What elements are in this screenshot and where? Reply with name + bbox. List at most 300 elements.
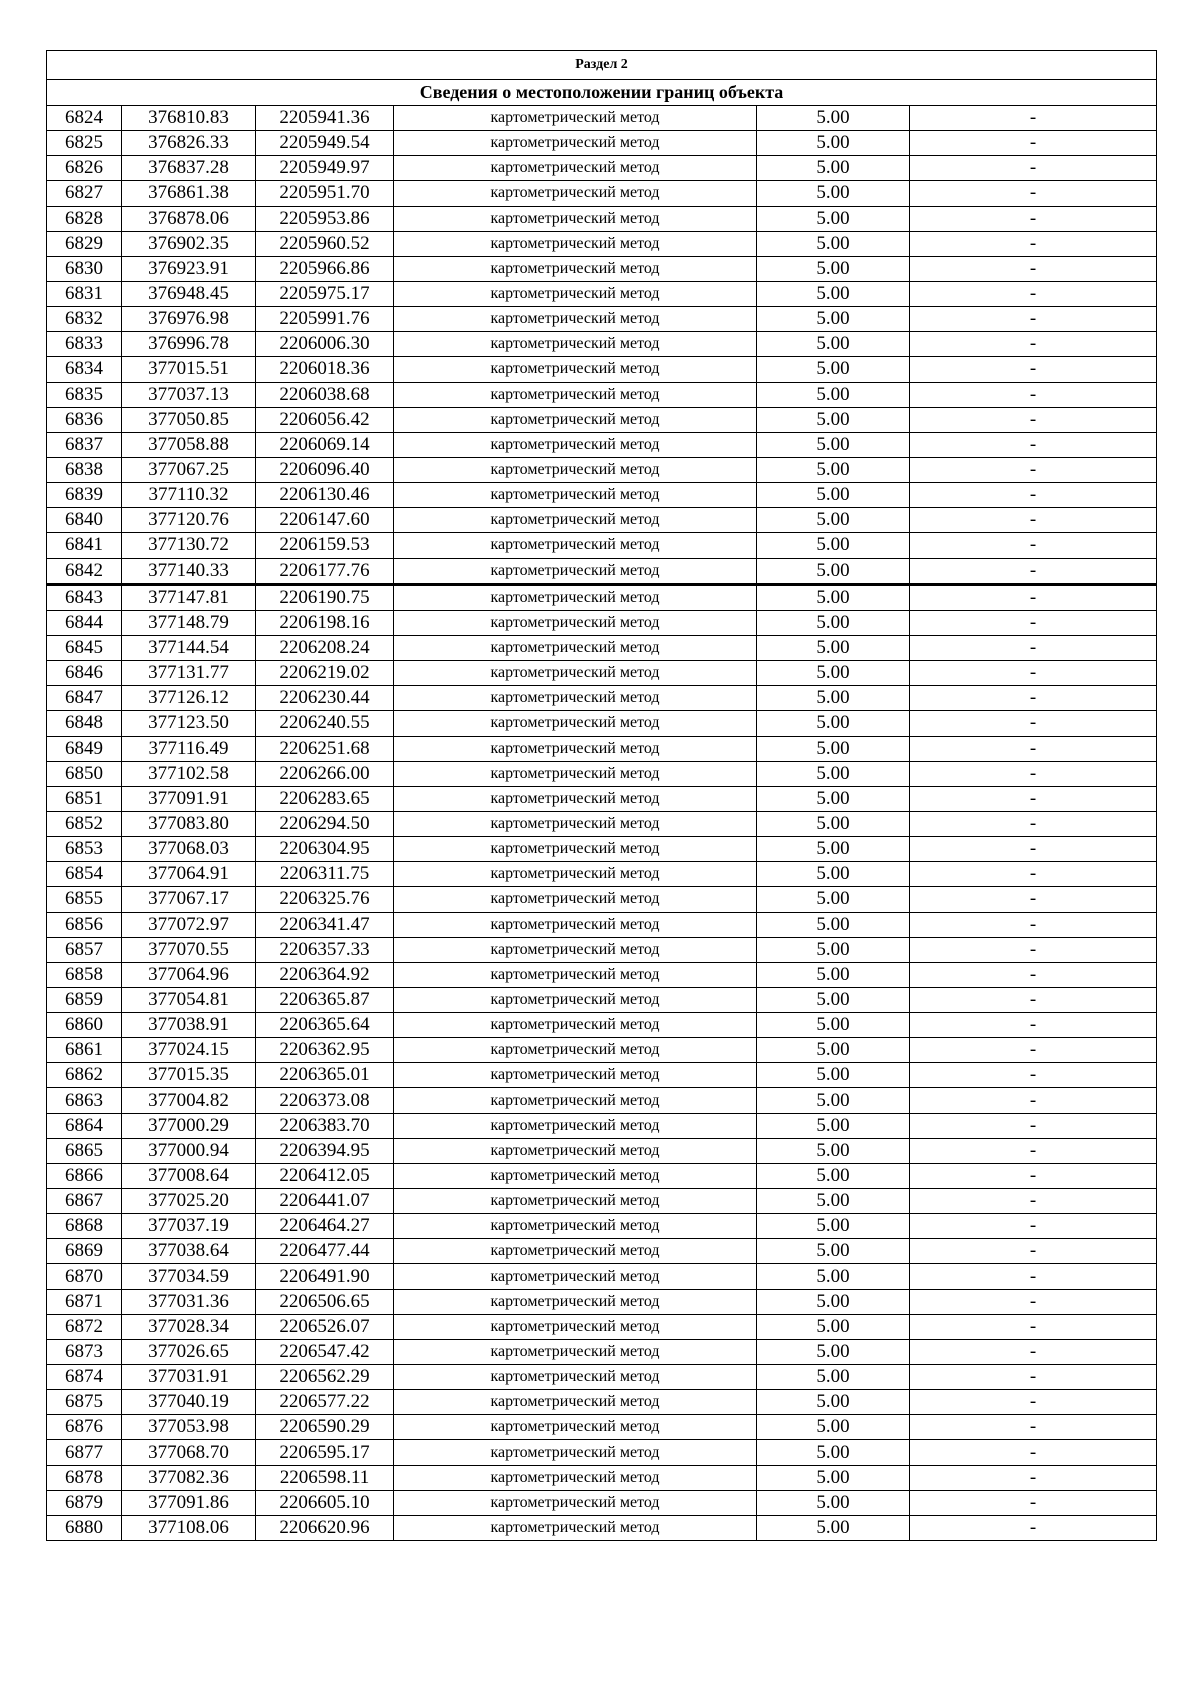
- method-cell: картометрический метод: [394, 811, 757, 836]
- section-title-row: [47, 80, 1157, 106]
- method-cell: картометрический метод: [394, 457, 757, 482]
- table-row: [47, 332, 1157, 357]
- table-row: [47, 457, 1157, 482]
- method-cell: картометрический метод: [394, 1239, 757, 1264]
- table-row: [47, 761, 1157, 786]
- table-row: [47, 382, 1157, 407]
- method-cell: картометрический метод: [394, 584, 757, 610]
- point-number-cell: 6869: [47, 1239, 122, 1264]
- x-coordinate-cell: 377131.77: [122, 661, 256, 686]
- accuracy-cell: 5.00: [757, 912, 910, 937]
- x-coordinate-cell: 377054.81: [122, 987, 256, 1012]
- x-coordinate-cell: 377148.79: [122, 610, 256, 635]
- y-coordinate-cell: 2205966.86: [256, 256, 394, 281]
- description-cell: -: [910, 256, 1157, 281]
- accuracy-cell: 5.00: [757, 1013, 910, 1038]
- accuracy-cell: 5.00: [757, 1239, 910, 1264]
- description-cell: -: [910, 1415, 1157, 1440]
- method-cell: картометрический метод: [394, 231, 757, 256]
- y-coordinate-cell: 2206598.11: [256, 1465, 394, 1490]
- accuracy-cell: 5.00: [757, 736, 910, 761]
- point-number-cell: 6830: [47, 256, 122, 281]
- method-cell: картометрический метод: [394, 156, 757, 181]
- method-cell: картометрический метод: [394, 332, 757, 357]
- description-cell: -: [910, 912, 1157, 937]
- table-row: [47, 987, 1157, 1012]
- y-coordinate-cell: 2206595.17: [256, 1440, 394, 1465]
- description-cell: -: [910, 661, 1157, 686]
- y-coordinate-cell: 2206412.05: [256, 1163, 394, 1188]
- table-row: [47, 1415, 1157, 1440]
- description-cell: -: [910, 1239, 1157, 1264]
- accuracy-cell: 5.00: [757, 987, 910, 1012]
- description-cell: -: [910, 584, 1157, 610]
- table-row: [47, 786, 1157, 811]
- point-number-cell: 6857: [47, 937, 122, 962]
- table-row: [47, 1465, 1157, 1490]
- table-row: [47, 1063, 1157, 1088]
- y-coordinate-cell: 2206491.90: [256, 1264, 394, 1289]
- accuracy-cell: 5.00: [757, 508, 910, 533]
- point-number-cell: 6860: [47, 1013, 122, 1038]
- description-cell: -: [910, 1365, 1157, 1390]
- method-cell: картометрический метод: [394, 508, 757, 533]
- accuracy-cell: 5.00: [757, 382, 910, 407]
- y-coordinate-cell: 2206177.76: [256, 558, 394, 584]
- method-cell: картометрический метод: [394, 1214, 757, 1239]
- description-cell: -: [910, 1214, 1157, 1239]
- accuracy-cell: 5.00: [757, 962, 910, 987]
- description-cell: -: [910, 686, 1157, 711]
- description-cell: -: [910, 106, 1157, 131]
- table-row: [47, 1163, 1157, 1188]
- description-cell: -: [910, 1189, 1157, 1214]
- y-coordinate-cell: 2205953.86: [256, 206, 394, 231]
- accuracy-cell: 5.00: [757, 1415, 910, 1440]
- point-number-cell: 6870: [47, 1264, 122, 1289]
- y-coordinate-cell: 2206357.33: [256, 937, 394, 962]
- x-coordinate-cell: 377110.32: [122, 483, 256, 508]
- x-coordinate-cell: 376861.38: [122, 181, 256, 206]
- accuracy-cell: 5.00: [757, 407, 910, 432]
- y-coordinate-cell: 2206251.68: [256, 736, 394, 761]
- accuracy-cell: 5.00: [757, 1189, 910, 1214]
- point-number-cell: 6829: [47, 231, 122, 256]
- y-coordinate-cell: 2206006.30: [256, 332, 394, 357]
- accuracy-cell: 5.00: [757, 1515, 910, 1540]
- point-number-cell: 6837: [47, 432, 122, 457]
- point-number-cell: 6838: [47, 457, 122, 482]
- description-cell: -: [910, 357, 1157, 382]
- x-coordinate-cell: 377025.20: [122, 1189, 256, 1214]
- point-number-cell: 6832: [47, 307, 122, 332]
- description-cell: -: [910, 407, 1157, 432]
- y-coordinate-cell: 2206620.96: [256, 1515, 394, 1540]
- method-cell: картометрический метод: [394, 432, 757, 457]
- x-coordinate-cell: 377058.88: [122, 432, 256, 457]
- accuracy-cell: 5.00: [757, 811, 910, 836]
- document-page: [46, 50, 1156, 1541]
- description-cell: -: [910, 837, 1157, 862]
- y-coordinate-cell: 2206562.29: [256, 1365, 394, 1390]
- accuracy-cell: 5.00: [757, 786, 910, 811]
- point-number-cell: 6849: [47, 736, 122, 761]
- description-cell: -: [910, 1264, 1157, 1289]
- y-coordinate-cell: 2206506.65: [256, 1289, 394, 1314]
- method-cell: картометрический метод: [394, 862, 757, 887]
- x-coordinate-cell: 376902.35: [122, 231, 256, 256]
- table-row: [47, 736, 1157, 761]
- y-coordinate-cell: 2205949.54: [256, 131, 394, 156]
- y-coordinate-cell: 2206147.60: [256, 508, 394, 533]
- accuracy-cell: 5.00: [757, 1339, 910, 1364]
- method-cell: картометрический метод: [394, 1314, 757, 1339]
- accuracy-cell: 5.00: [757, 1365, 910, 1390]
- table-row: [47, 811, 1157, 836]
- x-coordinate-cell: 377140.33: [122, 558, 256, 584]
- description-cell: -: [910, 987, 1157, 1012]
- method-cell: картометрический метод: [394, 483, 757, 508]
- point-number-cell: 6847: [47, 686, 122, 711]
- y-coordinate-cell: 2206230.44: [256, 686, 394, 711]
- description-cell: -: [910, 1390, 1157, 1415]
- y-coordinate-cell: 2206096.40: [256, 457, 394, 482]
- point-number-cell: 6833: [47, 332, 122, 357]
- accuracy-cell: 5.00: [757, 1138, 910, 1163]
- method-cell: картометрический метод: [394, 1013, 757, 1038]
- description-cell: -: [910, 1314, 1157, 1339]
- point-number-cell: 6858: [47, 962, 122, 987]
- description-cell: -: [910, 156, 1157, 181]
- x-coordinate-cell: 377064.96: [122, 962, 256, 987]
- description-cell: -: [910, 786, 1157, 811]
- table-row: [47, 1088, 1157, 1113]
- y-coordinate-cell: 2206069.14: [256, 432, 394, 457]
- accuracy-cell: 5.00: [757, 1038, 910, 1063]
- y-coordinate-cell: 2206283.65: [256, 786, 394, 811]
- accuracy-cell: 5.00: [757, 432, 910, 457]
- accuracy-cell: 5.00: [757, 483, 910, 508]
- accuracy-cell: 5.00: [757, 686, 910, 711]
- point-number-cell: 6862: [47, 1063, 122, 1088]
- table-row: [47, 686, 1157, 711]
- x-coordinate-cell: 377147.81: [122, 584, 256, 610]
- description-cell: -: [910, 231, 1157, 256]
- method-cell: картометрический метод: [394, 1163, 757, 1188]
- point-number-cell: 6873: [47, 1339, 122, 1364]
- table-row: [47, 887, 1157, 912]
- description-cell: -: [910, 332, 1157, 357]
- table-row: [47, 508, 1157, 533]
- table-row: [47, 206, 1157, 231]
- y-coordinate-cell: 2206441.07: [256, 1189, 394, 1214]
- point-number-cell: 6828: [47, 206, 122, 231]
- point-number-cell: 6867: [47, 1189, 122, 1214]
- accuracy-cell: 5.00: [757, 1440, 910, 1465]
- x-coordinate-cell: 377083.80: [122, 811, 256, 836]
- description-cell: -: [910, 533, 1157, 558]
- table-row: [47, 281, 1157, 306]
- x-coordinate-cell: 377091.86: [122, 1490, 256, 1515]
- point-number-cell: 6843: [47, 584, 122, 610]
- x-coordinate-cell: 376826.33: [122, 131, 256, 156]
- y-coordinate-cell: 2206038.68: [256, 382, 394, 407]
- method-cell: картометрический метод: [394, 1490, 757, 1515]
- section-label-row: [47, 51, 1157, 80]
- table-row: [47, 1490, 1157, 1515]
- point-number-cell: 6864: [47, 1113, 122, 1138]
- point-number-cell: 6845: [47, 635, 122, 660]
- x-coordinate-cell: 376878.06: [122, 206, 256, 231]
- description-cell: -: [910, 1088, 1157, 1113]
- x-coordinate-cell: 377082.36: [122, 1465, 256, 1490]
- x-coordinate-cell: 377108.06: [122, 1515, 256, 1540]
- table-row: [47, 533, 1157, 558]
- point-number-cell: 6874: [47, 1365, 122, 1390]
- table-row: [47, 635, 1157, 660]
- accuracy-cell: 5.00: [757, 1088, 910, 1113]
- method-cell: картометрический метод: [394, 382, 757, 407]
- point-number-cell: 6827: [47, 181, 122, 206]
- method-cell: картометрический метод: [394, 206, 757, 231]
- table-row: [47, 1138, 1157, 1163]
- point-number-cell: 6836: [47, 407, 122, 432]
- y-coordinate-cell: 2206362.95: [256, 1038, 394, 1063]
- accuracy-cell: 5.00: [757, 635, 910, 660]
- x-coordinate-cell: 377000.29: [122, 1113, 256, 1138]
- y-coordinate-cell: 2206373.08: [256, 1088, 394, 1113]
- point-number-cell: 6861: [47, 1038, 122, 1063]
- description-cell: -: [910, 1038, 1157, 1063]
- x-coordinate-cell: 377123.50: [122, 711, 256, 736]
- table-row: [47, 1515, 1157, 1540]
- accuracy-cell: 5.00: [757, 937, 910, 962]
- method-cell: картометрический метод: [394, 558, 757, 584]
- description-cell: -: [910, 181, 1157, 206]
- method-cell: картометрический метод: [394, 1339, 757, 1364]
- point-number-cell: 6872: [47, 1314, 122, 1339]
- table-row: [47, 711, 1157, 736]
- point-number-cell: 6853: [47, 837, 122, 862]
- y-coordinate-cell: 2206364.92: [256, 962, 394, 987]
- method-cell: картометрический метод: [394, 761, 757, 786]
- table-row: [47, 307, 1157, 332]
- table-row: [47, 1013, 1157, 1038]
- point-number-cell: 6840: [47, 508, 122, 533]
- table-row: [47, 837, 1157, 862]
- y-coordinate-cell: 2206240.55: [256, 711, 394, 736]
- accuracy-cell: 5.00: [757, 106, 910, 131]
- method-cell: картометрический метод: [394, 1088, 757, 1113]
- x-coordinate-cell: 377031.91: [122, 1365, 256, 1390]
- point-number-cell: 6824: [47, 106, 122, 131]
- accuracy-cell: 5.00: [757, 307, 910, 332]
- description-cell: -: [910, 711, 1157, 736]
- x-coordinate-cell: 377037.19: [122, 1214, 256, 1239]
- y-coordinate-cell: 2206590.29: [256, 1415, 394, 1440]
- method-cell: картометрический метод: [394, 281, 757, 306]
- x-coordinate-cell: 377038.64: [122, 1239, 256, 1264]
- description-cell: -: [910, 1515, 1157, 1540]
- method-cell: картометрический метод: [394, 407, 757, 432]
- section-title: Сведения о местоположении границ объекта: [47, 80, 1157, 106]
- accuracy-cell: 5.00: [757, 761, 910, 786]
- table-row: [47, 558, 1157, 584]
- table-row: [47, 156, 1157, 181]
- method-cell: картометрический метод: [394, 1465, 757, 1490]
- x-coordinate-cell: 377144.54: [122, 635, 256, 660]
- method-cell: картометрический метод: [394, 887, 757, 912]
- x-coordinate-cell: 377028.34: [122, 1314, 256, 1339]
- description-cell: -: [910, 1465, 1157, 1490]
- x-coordinate-cell: 377031.36: [122, 1289, 256, 1314]
- x-coordinate-cell: 377068.03: [122, 837, 256, 862]
- table-row: [47, 181, 1157, 206]
- accuracy-cell: 5.00: [757, 711, 910, 736]
- description-cell: -: [910, 761, 1157, 786]
- y-coordinate-cell: 2206130.46: [256, 483, 394, 508]
- method-cell: картометрический метод: [394, 786, 757, 811]
- accuracy-cell: 5.00: [757, 661, 910, 686]
- method-cell: картометрический метод: [394, 1063, 757, 1088]
- point-number-cell: 6854: [47, 862, 122, 887]
- table-row: [47, 1390, 1157, 1415]
- point-number-cell: 6880: [47, 1515, 122, 1540]
- boundary-coordinates-table: [46, 50, 1157, 1541]
- y-coordinate-cell: 2206365.87: [256, 987, 394, 1012]
- method-cell: картометрический метод: [394, 1415, 757, 1440]
- table-row: [47, 937, 1157, 962]
- y-coordinate-cell: 2206018.36: [256, 357, 394, 382]
- x-coordinate-cell: 377116.49: [122, 736, 256, 761]
- table-row: [47, 1289, 1157, 1314]
- y-coordinate-cell: 2206266.00: [256, 761, 394, 786]
- accuracy-cell: 5.00: [757, 610, 910, 635]
- point-number-cell: 6855: [47, 887, 122, 912]
- accuracy-cell: 5.00: [757, 281, 910, 306]
- y-coordinate-cell: 2206159.53: [256, 533, 394, 558]
- method-cell: картометрический метод: [394, 1113, 757, 1138]
- table-row: [47, 1239, 1157, 1264]
- x-coordinate-cell: 377091.91: [122, 786, 256, 811]
- description-cell: -: [910, 1289, 1157, 1314]
- description-cell: -: [910, 610, 1157, 635]
- accuracy-cell: 5.00: [757, 1465, 910, 1490]
- y-coordinate-cell: 2206304.95: [256, 837, 394, 862]
- method-cell: картометрический метод: [394, 686, 757, 711]
- accuracy-cell: 5.00: [757, 1113, 910, 1138]
- table-row: [47, 584, 1157, 610]
- accuracy-cell: 5.00: [757, 1390, 910, 1415]
- y-coordinate-cell: 2206605.10: [256, 1490, 394, 1515]
- description-cell: -: [910, 307, 1157, 332]
- x-coordinate-cell: 377130.72: [122, 533, 256, 558]
- y-coordinate-cell: 2206365.64: [256, 1013, 394, 1038]
- table-row: [47, 1365, 1157, 1390]
- x-coordinate-cell: 376837.28: [122, 156, 256, 181]
- accuracy-cell: 5.00: [757, 1289, 910, 1314]
- point-number-cell: 6865: [47, 1138, 122, 1163]
- point-number-cell: 6848: [47, 711, 122, 736]
- x-coordinate-cell: 377034.59: [122, 1264, 256, 1289]
- accuracy-cell: 5.00: [757, 131, 910, 156]
- y-coordinate-cell: 2206526.07: [256, 1314, 394, 1339]
- accuracy-cell: 5.00: [757, 1214, 910, 1239]
- x-coordinate-cell: 377067.17: [122, 887, 256, 912]
- y-coordinate-cell: 2205975.17: [256, 281, 394, 306]
- accuracy-cell: 5.00: [757, 862, 910, 887]
- point-number-cell: 6844: [47, 610, 122, 635]
- accuracy-cell: 5.00: [757, 457, 910, 482]
- table-row: [47, 407, 1157, 432]
- table-row: [47, 1264, 1157, 1289]
- y-coordinate-cell: 2206383.70: [256, 1113, 394, 1138]
- method-cell: картометрический метод: [394, 661, 757, 686]
- description-cell: -: [910, 382, 1157, 407]
- description-cell: -: [910, 281, 1157, 306]
- method-cell: картометрический метод: [394, 1515, 757, 1540]
- accuracy-cell: 5.00: [757, 533, 910, 558]
- y-coordinate-cell: 2206547.42: [256, 1339, 394, 1364]
- x-coordinate-cell: 377015.51: [122, 357, 256, 382]
- method-cell: картометрический метод: [394, 256, 757, 281]
- table-row: [47, 610, 1157, 635]
- point-number-cell: 6841: [47, 533, 122, 558]
- y-coordinate-cell: 2206056.42: [256, 407, 394, 432]
- x-coordinate-cell: 377120.76: [122, 508, 256, 533]
- description-cell: -: [910, 937, 1157, 962]
- method-cell: картометрический метод: [394, 106, 757, 131]
- point-number-cell: 6868: [47, 1214, 122, 1239]
- table-row: [47, 106, 1157, 131]
- table-row: [47, 1113, 1157, 1138]
- point-number-cell: 6871: [47, 1289, 122, 1314]
- description-cell: -: [910, 1339, 1157, 1364]
- description-cell: -: [910, 1113, 1157, 1138]
- accuracy-cell: 5.00: [757, 1490, 910, 1515]
- x-coordinate-cell: 376996.78: [122, 332, 256, 357]
- description-cell: -: [910, 1163, 1157, 1188]
- description-cell: -: [910, 635, 1157, 660]
- description-cell: -: [910, 811, 1157, 836]
- x-coordinate-cell: 377102.58: [122, 761, 256, 786]
- method-cell: картометрический метод: [394, 357, 757, 382]
- y-coordinate-cell: 2205951.70: [256, 181, 394, 206]
- section-label: Раздел 2: [47, 51, 1157, 80]
- accuracy-cell: 5.00: [757, 584, 910, 610]
- point-number-cell: 6879: [47, 1490, 122, 1515]
- table-row: [47, 131, 1157, 156]
- point-number-cell: 6859: [47, 987, 122, 1012]
- y-coordinate-cell: 2206208.24: [256, 635, 394, 660]
- description-cell: -: [910, 1490, 1157, 1515]
- description-cell: -: [910, 1013, 1157, 1038]
- x-coordinate-cell: 377072.97: [122, 912, 256, 937]
- y-coordinate-cell: 2206198.16: [256, 610, 394, 635]
- point-number-cell: 6825: [47, 131, 122, 156]
- accuracy-cell: 5.00: [757, 256, 910, 281]
- method-cell: картометрический метод: [394, 635, 757, 660]
- point-number-cell: 6839: [47, 483, 122, 508]
- x-coordinate-cell: 377064.91: [122, 862, 256, 887]
- method-cell: картометрический метод: [394, 181, 757, 206]
- accuracy-cell: 5.00: [757, 357, 910, 382]
- x-coordinate-cell: 377037.13: [122, 382, 256, 407]
- description-cell: -: [910, 962, 1157, 987]
- description-cell: -: [910, 432, 1157, 457]
- method-cell: картометрический метод: [394, 1138, 757, 1163]
- table-row: [47, 912, 1157, 937]
